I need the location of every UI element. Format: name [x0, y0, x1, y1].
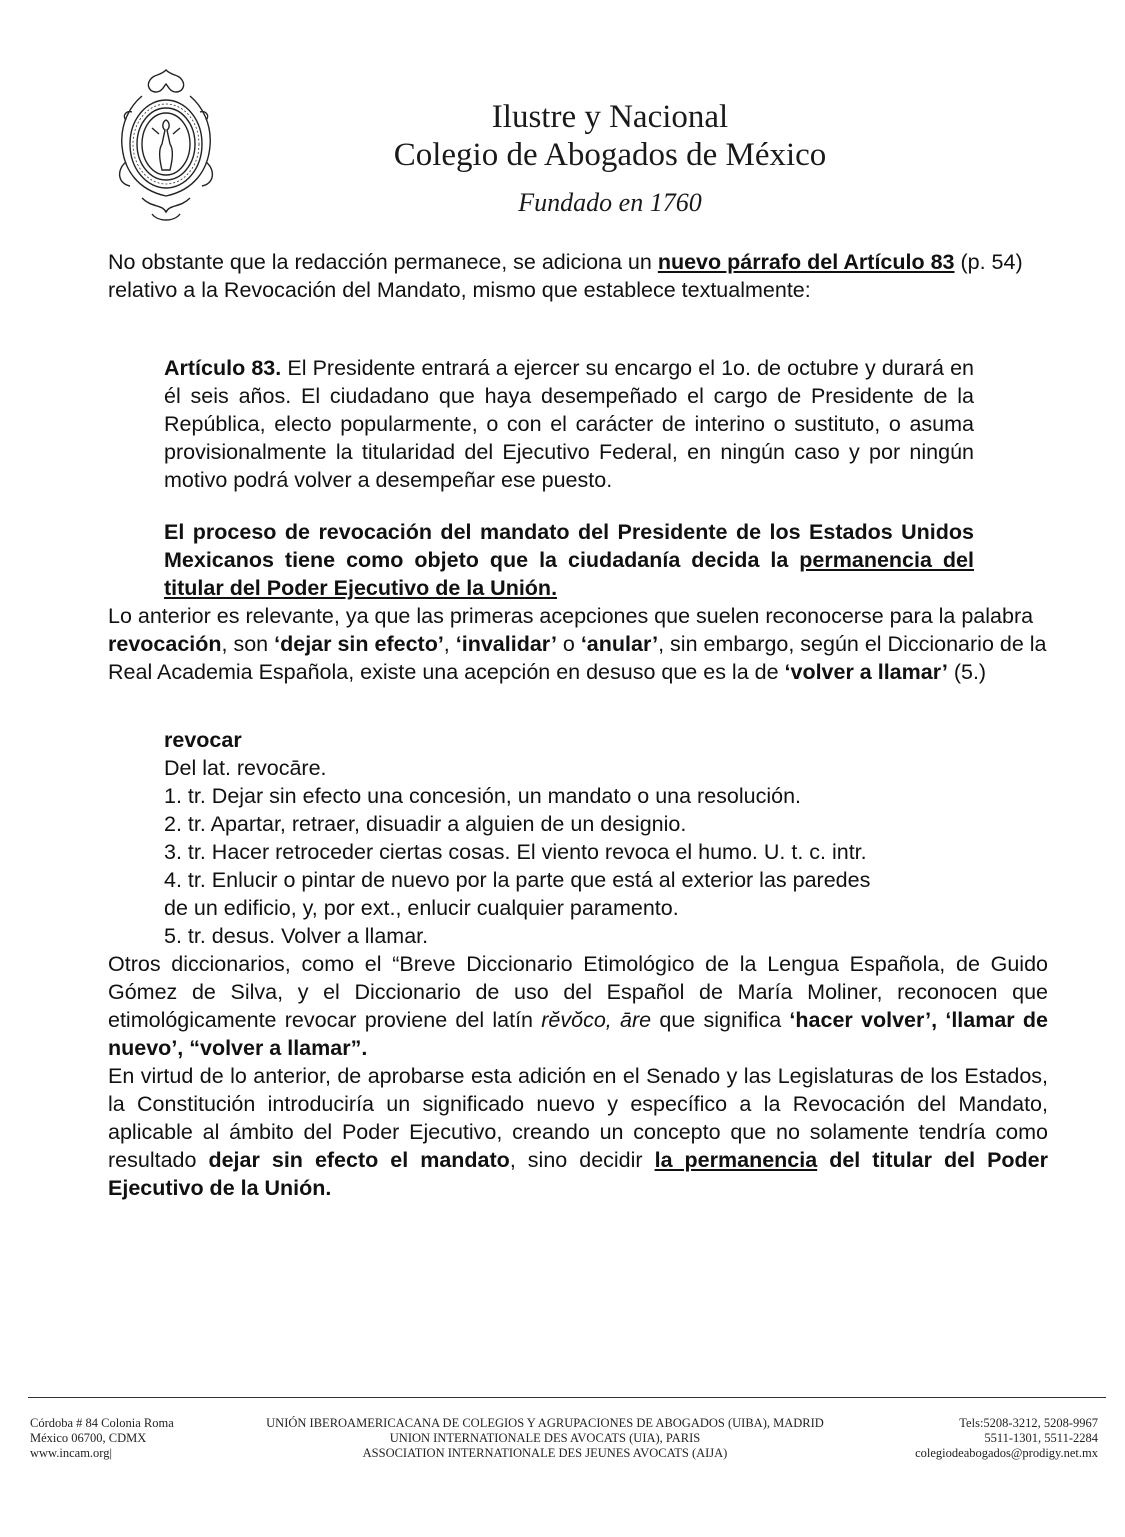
text-run: No obstante que la redacción permanece, se adiciona un — [108, 250, 658, 274]
dictionary-headword: revocar — [164, 728, 242, 752]
emphasis-underlined: permanencia del titular del Poder Ejecutivo de la Unión. — [164, 548, 974, 600]
footer-affiliation-line: UNIÓN IBEROAMERICACANA DE COLEGIOS Y AGRUPACIONES DE ABOGADOS (UIBA), MADRID — [266, 1416, 824, 1430]
emphasis-underlined: la permanencia — [654, 1148, 818, 1172]
footer-website-link[interactable]: www.incam.org| — [30, 1446, 113, 1460]
letterhead-founded: Fundado en 1760 — [518, 188, 702, 217]
dictionary-line: 1. tr. Dejar sin efecto una concesión, un mandato o una resolución. — [164, 784, 802, 808]
footer-affiliations — [225, 1416, 865, 1461]
dictionary-line: 4. tr. Enlucir o pintar de nuevo por la parte que está al exterior las paredes — [164, 868, 871, 892]
article-83-paragraph — [164, 354, 974, 494]
text-run: El proceso de revocación del mandato del Presidente de los Estados Unidos Mexicanos tiene como objeto que la ciudadanía decida la — [164, 520, 974, 572]
article-83-addition — [164, 518, 974, 602]
footer-contact — [880, 1416, 1098, 1461]
letterhead-line-2: Colegio de Abogados de México — [393, 137, 827, 173]
dictionary-line: 2. tr. Apartar, retraer, disuadir a alguien de un designio. — [164, 812, 687, 836]
text-run: Lo anterior es relevante, ya que las primeras acepciones que suelen reconocerse para la palabra — [108, 604, 1034, 628]
paragraph-intro — [108, 248, 1048, 304]
emphasis: ‘dejar sin efecto’ — [274, 632, 444, 656]
footer-address-line: Córdoba # 84 Colonia Roma — [30, 1416, 174, 1430]
dictionary-line: 3. tr. Hacer retroceder ciertas cosas. El viento revoca el humo. U. t. c. intr. — [164, 840, 867, 864]
dictionary-line: de un edificio, y, por ext., enlucir cualquier paramento. — [164, 896, 679, 920]
dictionary-line: Del lat. revocāre. — [164, 756, 327, 780]
letterhead-line-1: Ilustre y Nacional — [491, 99, 729, 135]
emphasis: del titular del Poder Ejecutivo de la Unión. — [108, 1148, 1049, 1200]
paragraph-conclusion — [108, 1062, 1048, 1202]
emphasis: ‘volver a llamar’ — [784, 660, 948, 684]
text-run: En virtud de lo anterior, de aprobarse esta adición en el Senado y las Legislaturas de los Estados, la Constitución introduciría un significado nuevo y específico a la Revocación del Mandato, aplicable al ámbito del Poder Ejecutivo, creando un concepto que no solamente tendría como resultado — [108, 1064, 1048, 1172]
footer-phone-line: Tels:5208-3212, 5208-9967 — [959, 1416, 1098, 1430]
text-run: o — [556, 632, 581, 656]
document-body — [108, 248, 1048, 1202]
paragraph-other-dictionaries — [108, 950, 1048, 1062]
footer-address — [30, 1416, 230, 1461]
footer-divider — [28, 1397, 1106, 1398]
emphasis: ‘invalidar’ — [455, 632, 557, 656]
emphasis-underlined: nuevo párrafo del Artículo 83 — [657, 250, 955, 274]
text-run: (p. 54) relativo a la Revocación del Mandato, mismo que establece textualmente: — [108, 250, 1023, 302]
letterhead — [300, 98, 920, 218]
emphasis: ‘anular’ — [580, 632, 659, 656]
latin-term: rĕvŏco, āre — [541, 1008, 652, 1032]
footer-phone-line: 5511-1301, 5511-2284 — [984, 1431, 1098, 1445]
text-run: Otros diccionarios, como el “Breve Diccionario Etimológico de la Lengua Española, de Guido Gómez de Silva, y el Diccionario de uso del Español de María Moliner, reconocen que etimológicamente revocar proviene del latín — [108, 952, 1048, 1032]
article-quote — [164, 354, 974, 602]
emphasis: ‘hacer volver’, ‘llamar de nuevo’, “volver a llamar”. — [108, 1008, 1049, 1060]
dictionary-line: 5. tr. desus. Volver a llamar. — [164, 924, 429, 948]
footer-affiliation-line: UNION INTERNATIONALE DES AVOCATS (UIA), PARIS — [389, 1431, 701, 1445]
text-run: , sino decidir — [509, 1148, 655, 1172]
dictionary-entry — [164, 726, 1048, 950]
footer-affiliation-line: ASSOCIATION INTERNATIONALE DES JEUNES AVOCATS (AIJA) — [362, 1446, 728, 1460]
text-run: , son — [221, 632, 275, 656]
emphasis: revocación — [108, 632, 222, 656]
emphasis: dejar sin efecto el mandato — [208, 1148, 510, 1172]
text-run: , — [443, 632, 456, 656]
footer-email-link[interactable]: colegiodeabogados@prodigy.net.mx — [915, 1446, 1098, 1460]
paragraph-relevance — [108, 602, 1048, 686]
text-run: El Presidente entrará a ejercer su encargo el 1o. de octubre y durará en él seis años. El ciudadano que haya desempeñado el cargo de Presidente de la República, electo popularmente, o con el carácter de interino o sustituto, o asuma provisionalmente la titularidad del Ejecutivo Federal, en ningún caso y por ningún motivo podrá volver a desempeñar ese puesto. — [164, 356, 974, 492]
footer-address-line: México 06700, CDMX — [30, 1431, 147, 1445]
article-label: Artículo 83. — [164, 356, 282, 380]
college-seal-logo — [112, 66, 220, 226]
text-run: que significa — [651, 1008, 790, 1032]
text-run: (5.) — [947, 660, 987, 684]
text-run: , sin embargo, según el Diccionario de la Real Academia Española, existe una acepción en desuso que es la de — [108, 632, 1047, 684]
